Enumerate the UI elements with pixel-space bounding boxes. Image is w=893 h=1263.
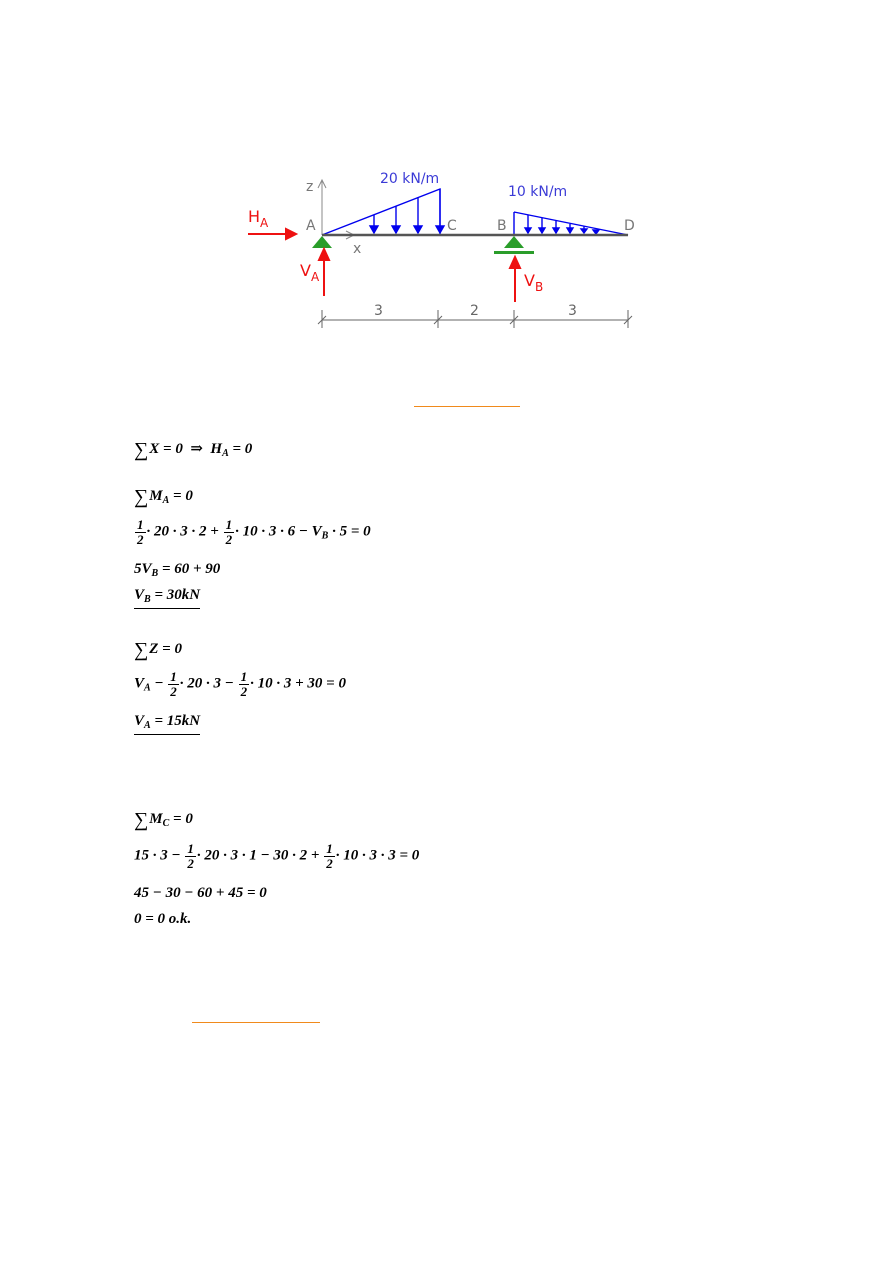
distributed-load-2	[514, 212, 628, 235]
dim-label-3: 3	[568, 303, 577, 319]
pin-support-a	[312, 236, 332, 248]
equation-sum-ma: $\sum M_A = 0$	[134, 486, 193, 508]
equation-vb-sum: $5V_B = 60 + 90$	[134, 561, 221, 579]
distributed-load-1	[322, 189, 444, 235]
reaction-arrow-va	[319, 249, 329, 296]
load-2-label: 10 kN/m	[508, 184, 568, 200]
z-axis-label: z	[306, 179, 314, 195]
reaction-ha-label: $H_A$	[248, 207, 269, 230]
equation-check-1: 45 − 30 − 60 + 45 = 0	[134, 885, 267, 901]
equation-moment-c: 15 · 3 − $\frac{1}{2}$ · 20 · 3 · 1 − 30 · 2 + $\frac{1}{2}$ · 10 · 3 · 3 = 0	[134, 841, 420, 871]
z-axis	[318, 180, 326, 235]
load-1-label: 20 kN/m	[380, 171, 440, 187]
dim-label-2: 2	[470, 303, 479, 319]
equation-va-result: $V_A = 15kN$	[134, 714, 200, 735]
roller-support-b	[494, 236, 534, 254]
point-c-label: C	[447, 218, 457, 234]
point-a-label: A	[306, 218, 316, 234]
equation-sum-z: ∑Z = 0	[134, 639, 182, 661]
x-axis-label: x	[353, 241, 362, 257]
point-d-label: D	[624, 218, 635, 234]
link-underline-2[interactable]	[192, 1022, 320, 1023]
reaction-arrow-ha	[248, 229, 296, 239]
point-b-label: B	[497, 218, 507, 234]
equation-vb-result: $V_B = 30kN$	[134, 588, 200, 609]
link-underline-1[interactable]	[414, 406, 520, 407]
beam-diagram	[238, 160, 648, 335]
equation-check-2: 0 = 0 o.k.	[134, 911, 192, 927]
reaction-va-label: $V_A$	[300, 261, 320, 284]
dim-label-1: 3	[374, 303, 383, 319]
equation-moment-a: $\frac{1}{2}$ · 20 · 3 · 2 + $\frac{1}{2}$ · $10 \cdot 3 \cdot 6 - V_B \cdot 5 = 0$	[137, 517, 371, 547]
equation-vertical: $V_A$ − $\frac{1}{2}$ · 20 · 3 − $\frac{1}{2}$ · 10 · 3 + 30 = 0	[134, 669, 346, 699]
equation-sum-x: ∑X = 0 ⇒ $H_A = 0$	[134, 439, 253, 461]
equation-sum-mc: $\sum M_C = 0$	[134, 809, 193, 831]
reaction-arrow-vb	[510, 257, 520, 302]
reaction-vb-label: $V_B$	[524, 271, 544, 294]
